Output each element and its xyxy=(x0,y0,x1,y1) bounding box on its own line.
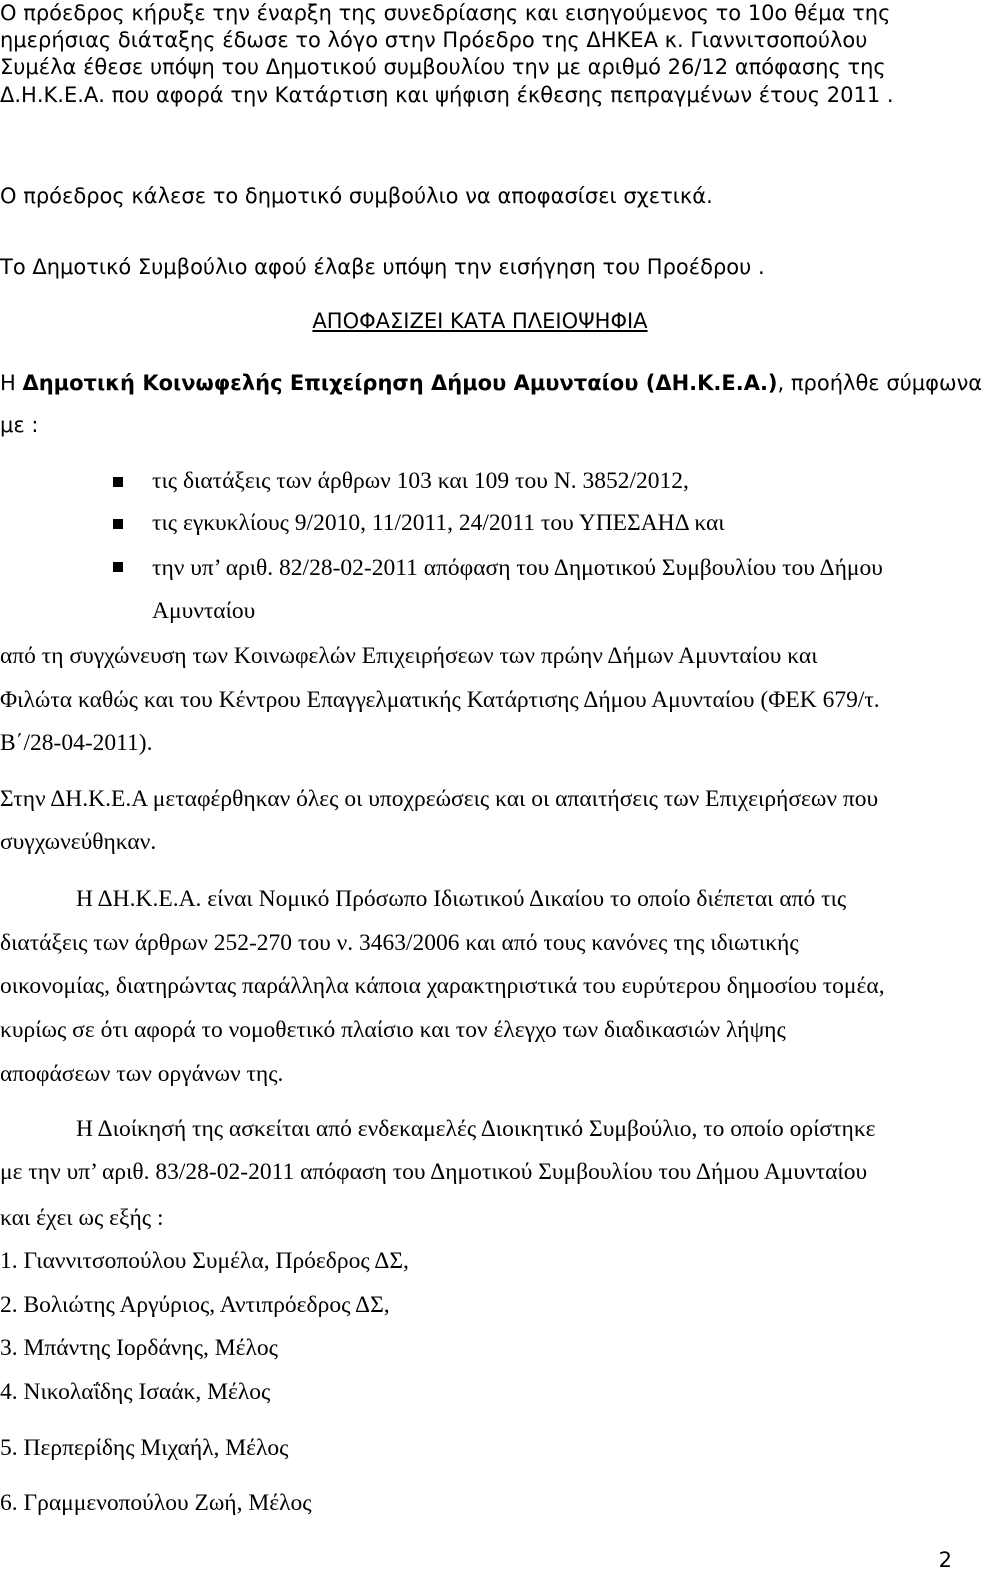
legal-line: Η ΔΗ.Κ.Ε.Α. είναι Νομικό Πρόσωπο Ιδιωτικού Δικαίου το οποίο διέπεται από τις xyxy=(76,886,847,912)
merger-line: Β΄/28-04-2011). xyxy=(0,730,153,756)
intro-line: ημερήσιας διάταξης έδωσε το λόγο στην Πρόεδρο της ΔΗΚΕΑ κ. Γιαννιτσοπούλου xyxy=(0,28,868,52)
company-rest: , προήλθε σύμφωνα xyxy=(777,371,982,395)
member-item: 6. Γραμμενοπούλου Ζωή, Μέλος xyxy=(0,1490,312,1516)
bullet-continuation: Αμυνταίου xyxy=(152,598,256,624)
board-line: και έχει ως εξής : xyxy=(0,1205,164,1231)
company-article: Η xyxy=(0,371,23,395)
president-called-text: Ο πρόεδρος κάλεσε το δημοτικό συμβούλιο να αποφασίσει σχετικά. xyxy=(0,184,713,208)
member-item: 4. Νικολαΐδης Ισαάκ, Μέλος xyxy=(0,1379,271,1405)
bullet-item: την υπ’ αριθ. 82/28-02-2011 απόφαση του Δημοτικού Συμβουλίου του Δήμου xyxy=(152,555,883,581)
bullet-item: τις διατάξεις των άρθρων 103 και 109 του Ν. 3852/2012, xyxy=(152,468,689,494)
intro-line: Συμέλα έθεσε υπόψη του Δημοτικού συμβουλίου την με αριθμό 26/12 απόφασης της xyxy=(0,55,886,79)
board-line: Η Διοίκησή της ασκείται από ενδεκαμελές Διοικητικό Συμβούλιο, το οποίο ορίστηκε xyxy=(76,1116,876,1142)
bullet-marker xyxy=(113,477,123,487)
member-item: 5. Περπερίδης Μιχαήλ, Μέλος xyxy=(0,1435,289,1461)
legal-line: κυρίως σε ότι αφορά το νομοθετικό πλαίσιο και τον έλεγχο των διαδικασιών λήψης xyxy=(0,1017,786,1043)
bullet-item: τις εγκυκλίους 9/2010, 11/2011, 24/2011 του ΥΠΕΣΑΗΔ και xyxy=(152,510,725,536)
bullet-marker xyxy=(113,562,123,572)
bullet-marker xyxy=(113,519,123,529)
board-line: με την υπ’ αριθ. 83/28-02-2011 απόφαση του Δημοτικού Συμβουλίου του Δήμου Αμυνταίου xyxy=(0,1159,868,1185)
member-item: 1. Γιαννιτσοπούλου Συμέλα, Πρόεδρος ΔΣ, xyxy=(0,1248,409,1274)
company-line xyxy=(0,368,982,398)
legal-line: οικονομίας, διατηρώντας παράλληλα κάποια χαρακτηριστικά του ευρύτερου δημοσίου τομέα, xyxy=(0,973,885,999)
company-name: Δημοτική Κοινωφελής Επιχείρηση Δήμου Αμυνταίου (ΔΗ.Κ.Ε.Α.) xyxy=(22,371,778,395)
intro-line: Ο πρόεδρος κήρυξε την έναρξη της συνεδρίασης και εισηγούμενος το 10ο θέμα της xyxy=(0,1,891,25)
member-item: 3. Μπάντης Ιορδάνης, Μέλος xyxy=(0,1335,278,1361)
legal-line: διατάξεις των άρθρων 252-270 του ν. 3463/2006 και από τους κανόνες της ιδιωτικής xyxy=(0,930,799,956)
according-to-text: με : xyxy=(0,413,39,437)
legal-line: αποφάσεων των οργάνων της. xyxy=(0,1061,284,1087)
member-item: 2. Βολιώτης Αργύριος, Αντιπρόεδρος ΔΣ, xyxy=(0,1292,390,1318)
transfer-line: συγχωνεύθηκαν. xyxy=(0,829,157,855)
merger-line: από τη συγχώνευση των Κοινωφελών Επιχειρήσεων των πρώην Δήμων Αμυνταίου και xyxy=(0,643,818,669)
page-number: 2 xyxy=(938,1548,952,1572)
transfer-line: Στην ΔΗ.Κ.Ε.Α μεταφέρθηκαν όλες οι υποχρεώσεις και οι απαιτήσεις των Επιχειρήσεων που xyxy=(0,786,879,812)
council-considered-text: Το Δημοτικό Συμβούλιο αφού έλαβε υπόψη την εισήγηση του Προέδρου . xyxy=(0,255,765,279)
decision-heading: ΑΠΟΦΑΣΙΖΕΙ ΚΑΤΑ ΠΛΕΙΟΨΗΦΙΑ xyxy=(312,309,648,333)
intro-line: Δ.Η.Κ.Ε.Α. που αφορά την Κατάρτιση και ψήφιση έκθεσης πεπραγμένων έτους 2011 . xyxy=(0,83,894,107)
merger-line: Φιλώτα καθώς και του Κέντρου Επαγγελματικής Κατάρτισης Δήμου Αμυνταίου (ΦΕΚ 679/τ. xyxy=(0,687,880,713)
